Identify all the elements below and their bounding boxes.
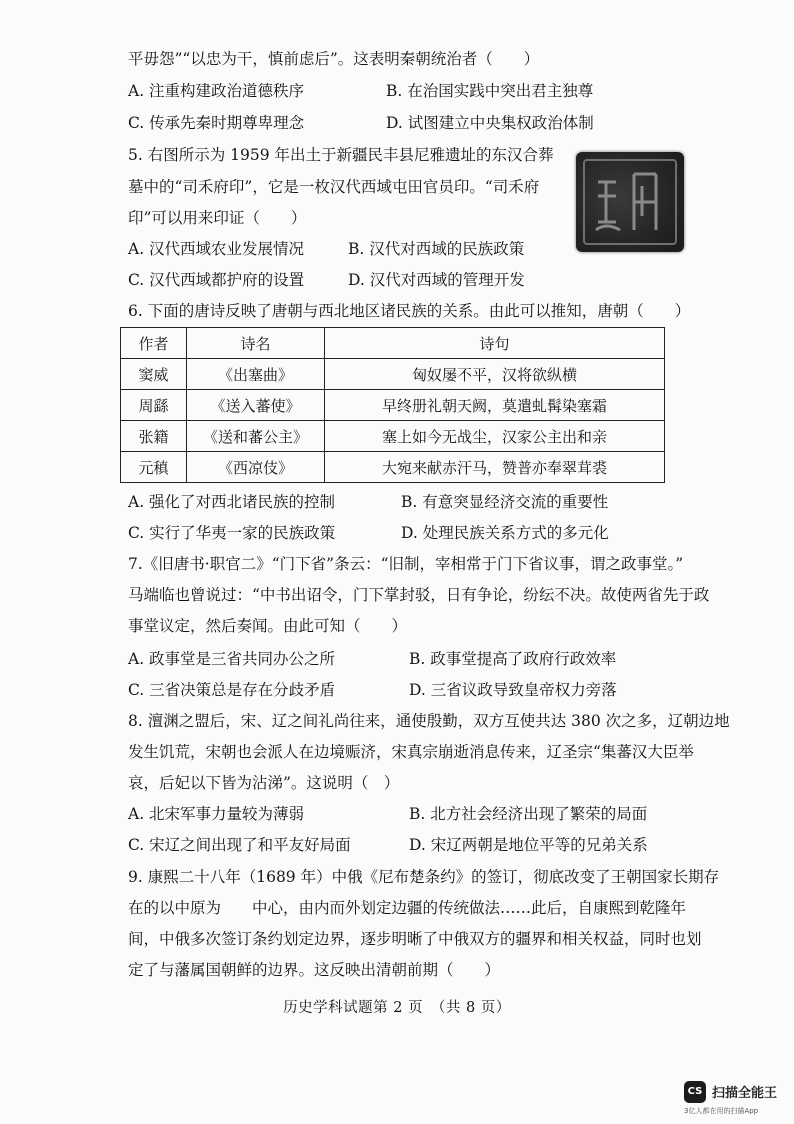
scanner-watermark	[684, 1079, 794, 1119]
q5-stem-line1: 5. 右图所示为 1959 年出土于新疆民丰县尼雅遗址的东汉合葬	[128, 146, 554, 164]
cell-author: 张籍	[121, 421, 187, 452]
q7-option-a: A. 政事堂是三省共同办公之所	[128, 650, 336, 668]
q9-stem-line1: 9. 康熙二十八年（1689 年）中俄《尼布楚条约》的签订，彻底改变了王朝国家长期存	[128, 868, 720, 886]
q4-option-a: A. 注重构建政治道德秩序	[128, 82, 305, 100]
q5-option-d: D. 汉代对西域的管理开发	[348, 271, 525, 289]
cell-author: 窦威	[121, 359, 187, 390]
q9-stem-line3: 间，中俄多次签订条约划定边界，逐步明晰了中俄双方的疆界和相关权益，同时也划	[128, 930, 702, 948]
table-row	[121, 421, 665, 452]
q8-option-b: B. 北方社会经济出现了繁荣的局面	[409, 805, 648, 823]
q4-option-c: C. 传承先秦时期尊卑理念	[128, 114, 305, 132]
q8-stem-line3: 哀，后妃以下皆为沾涕”。这说明（ ）	[128, 774, 400, 792]
q7-stem-line1: 7.《旧唐书·职官二》“门下省”条云：“旧制，宰相常于门下省议事，谓之政事堂。”	[128, 555, 684, 573]
q7-option-d: D. 三省议政导致皇帝权力旁落	[409, 681, 617, 699]
q5-stem-line2: 墓中的“司禾府印”，它是一枚汉代西域屯田官员印。“司禾府	[128, 178, 540, 196]
table-row	[121, 452, 665, 483]
cell-title: 《西凉伎》	[187, 452, 325, 483]
cell-title: 《送和蕃公主》	[187, 421, 325, 452]
q7-option-c: C. 三省决策总是存在分歧矛盾	[128, 681, 336, 699]
q6-option-b: B. 有意突显经济交流的重要性	[401, 493, 609, 511]
table-row	[121, 390, 665, 421]
camscanner-logo-icon: CS	[684, 1081, 706, 1103]
q7-stem-line2: 马端临也曾说过：“中书出诏令，门下掌封驳，日有争论，纷纭不决。故使两省先于政	[128, 586, 710, 604]
q9-stem-line4: 定了与藩属国朝鲜的边界。这反映出清朝前期（ ）	[128, 961, 501, 979]
header-title: 诗名	[187, 328, 325, 359]
q7-option-b: B. 政事堂提高了政府行政效率	[409, 650, 617, 668]
q6-stem: 6. 下面的唐诗反映了唐朝与西北地区诸民族的关系。由此可以推知，唐朝（ ）	[128, 302, 691, 320]
tang-poems-table	[120, 327, 665, 483]
q5-stem-line3: 印”可以用来印证（ ）	[128, 209, 307, 227]
scanner-slogan: 3亿人都在用的扫描App	[684, 1107, 759, 1115]
q8-stem-line1: 8. 澶渊之盟后，宋、辽之间礼尚往来，通使殷勤，双方互使共达 380 次之多，辽朝边地	[128, 712, 730, 730]
q4-stem-tail: 平毋怨”“以忠为干，慎前虑后”。这表明秦朝统治者（ ）	[128, 50, 540, 68]
seal-glyph-icon	[576, 152, 684, 252]
q5-option-b: B. 汉代对西域的民族政策	[348, 240, 525, 258]
q8-stem-line2: 发生饥荒，宋朝也会派人在边境赈济，宋真宗崩逝消息传来，辽圣宗“集蕃汉大臣举	[128, 743, 694, 761]
q8-option-d: D. 宋辽两朝是地位平等的兄弟关系	[409, 836, 648, 854]
q9-stem-line2: 在的以中原为 中心，由内而外划定边疆的传统做法……此后，自康熙到乾隆年	[128, 899, 687, 917]
cell-author: 周繇	[121, 390, 187, 421]
scanner-app-name: 扫描全能王	[712, 1086, 778, 1101]
table-header-row	[121, 328, 665, 359]
q7-stem-line3: 事堂议定，然后奏闻。由此可知（ ）	[128, 617, 408, 635]
q6-option-d: D. 处理民族关系方式的多元化	[401, 524, 609, 542]
q6-option-a: A. 强化了对西北诸民族的控制	[128, 493, 336, 511]
header-author: 作者	[121, 328, 187, 359]
page-footer: 历史学科试题第 2 页 （共 8 页）	[283, 1000, 511, 1016]
header-verse: 诗句	[325, 328, 665, 359]
cell-title: 《送入蕃使》	[187, 390, 325, 421]
cell-verse: 塞上如今无战尘，汉家公主出和亲	[325, 421, 665, 452]
q5-option-a: A. 汉代西域农业发展情况	[128, 240, 305, 258]
cell-author: 元稹	[121, 452, 187, 483]
cell-verse: 大宛来献赤汗马，赞普亦奉翠茸裘	[325, 452, 665, 483]
cell-verse: 匈奴屡不平，汉将欲纵横	[325, 359, 665, 390]
cell-verse: 早终册礼朝天阙，莫遣虬髯染塞霜	[325, 390, 665, 421]
q8-option-a: A. 北宋军事力量较为薄弱	[128, 805, 305, 823]
q5-option-c: C. 汉代西域都护府的设置	[128, 271, 305, 289]
cell-title: 《出塞曲》	[187, 359, 325, 390]
q4-option-b: B. 在治国实践中突出君主独尊	[386, 82, 594, 100]
q8-option-c: C. 宋辽之间出现了和平友好局面	[128, 836, 351, 854]
sihe-seal-image	[576, 152, 684, 252]
q6-option-c: C. 实行了华夷一家的民族政策	[128, 524, 336, 542]
table-row	[121, 359, 665, 390]
q4-option-d: D. 试图建立中央集权政治体制	[386, 114, 594, 132]
